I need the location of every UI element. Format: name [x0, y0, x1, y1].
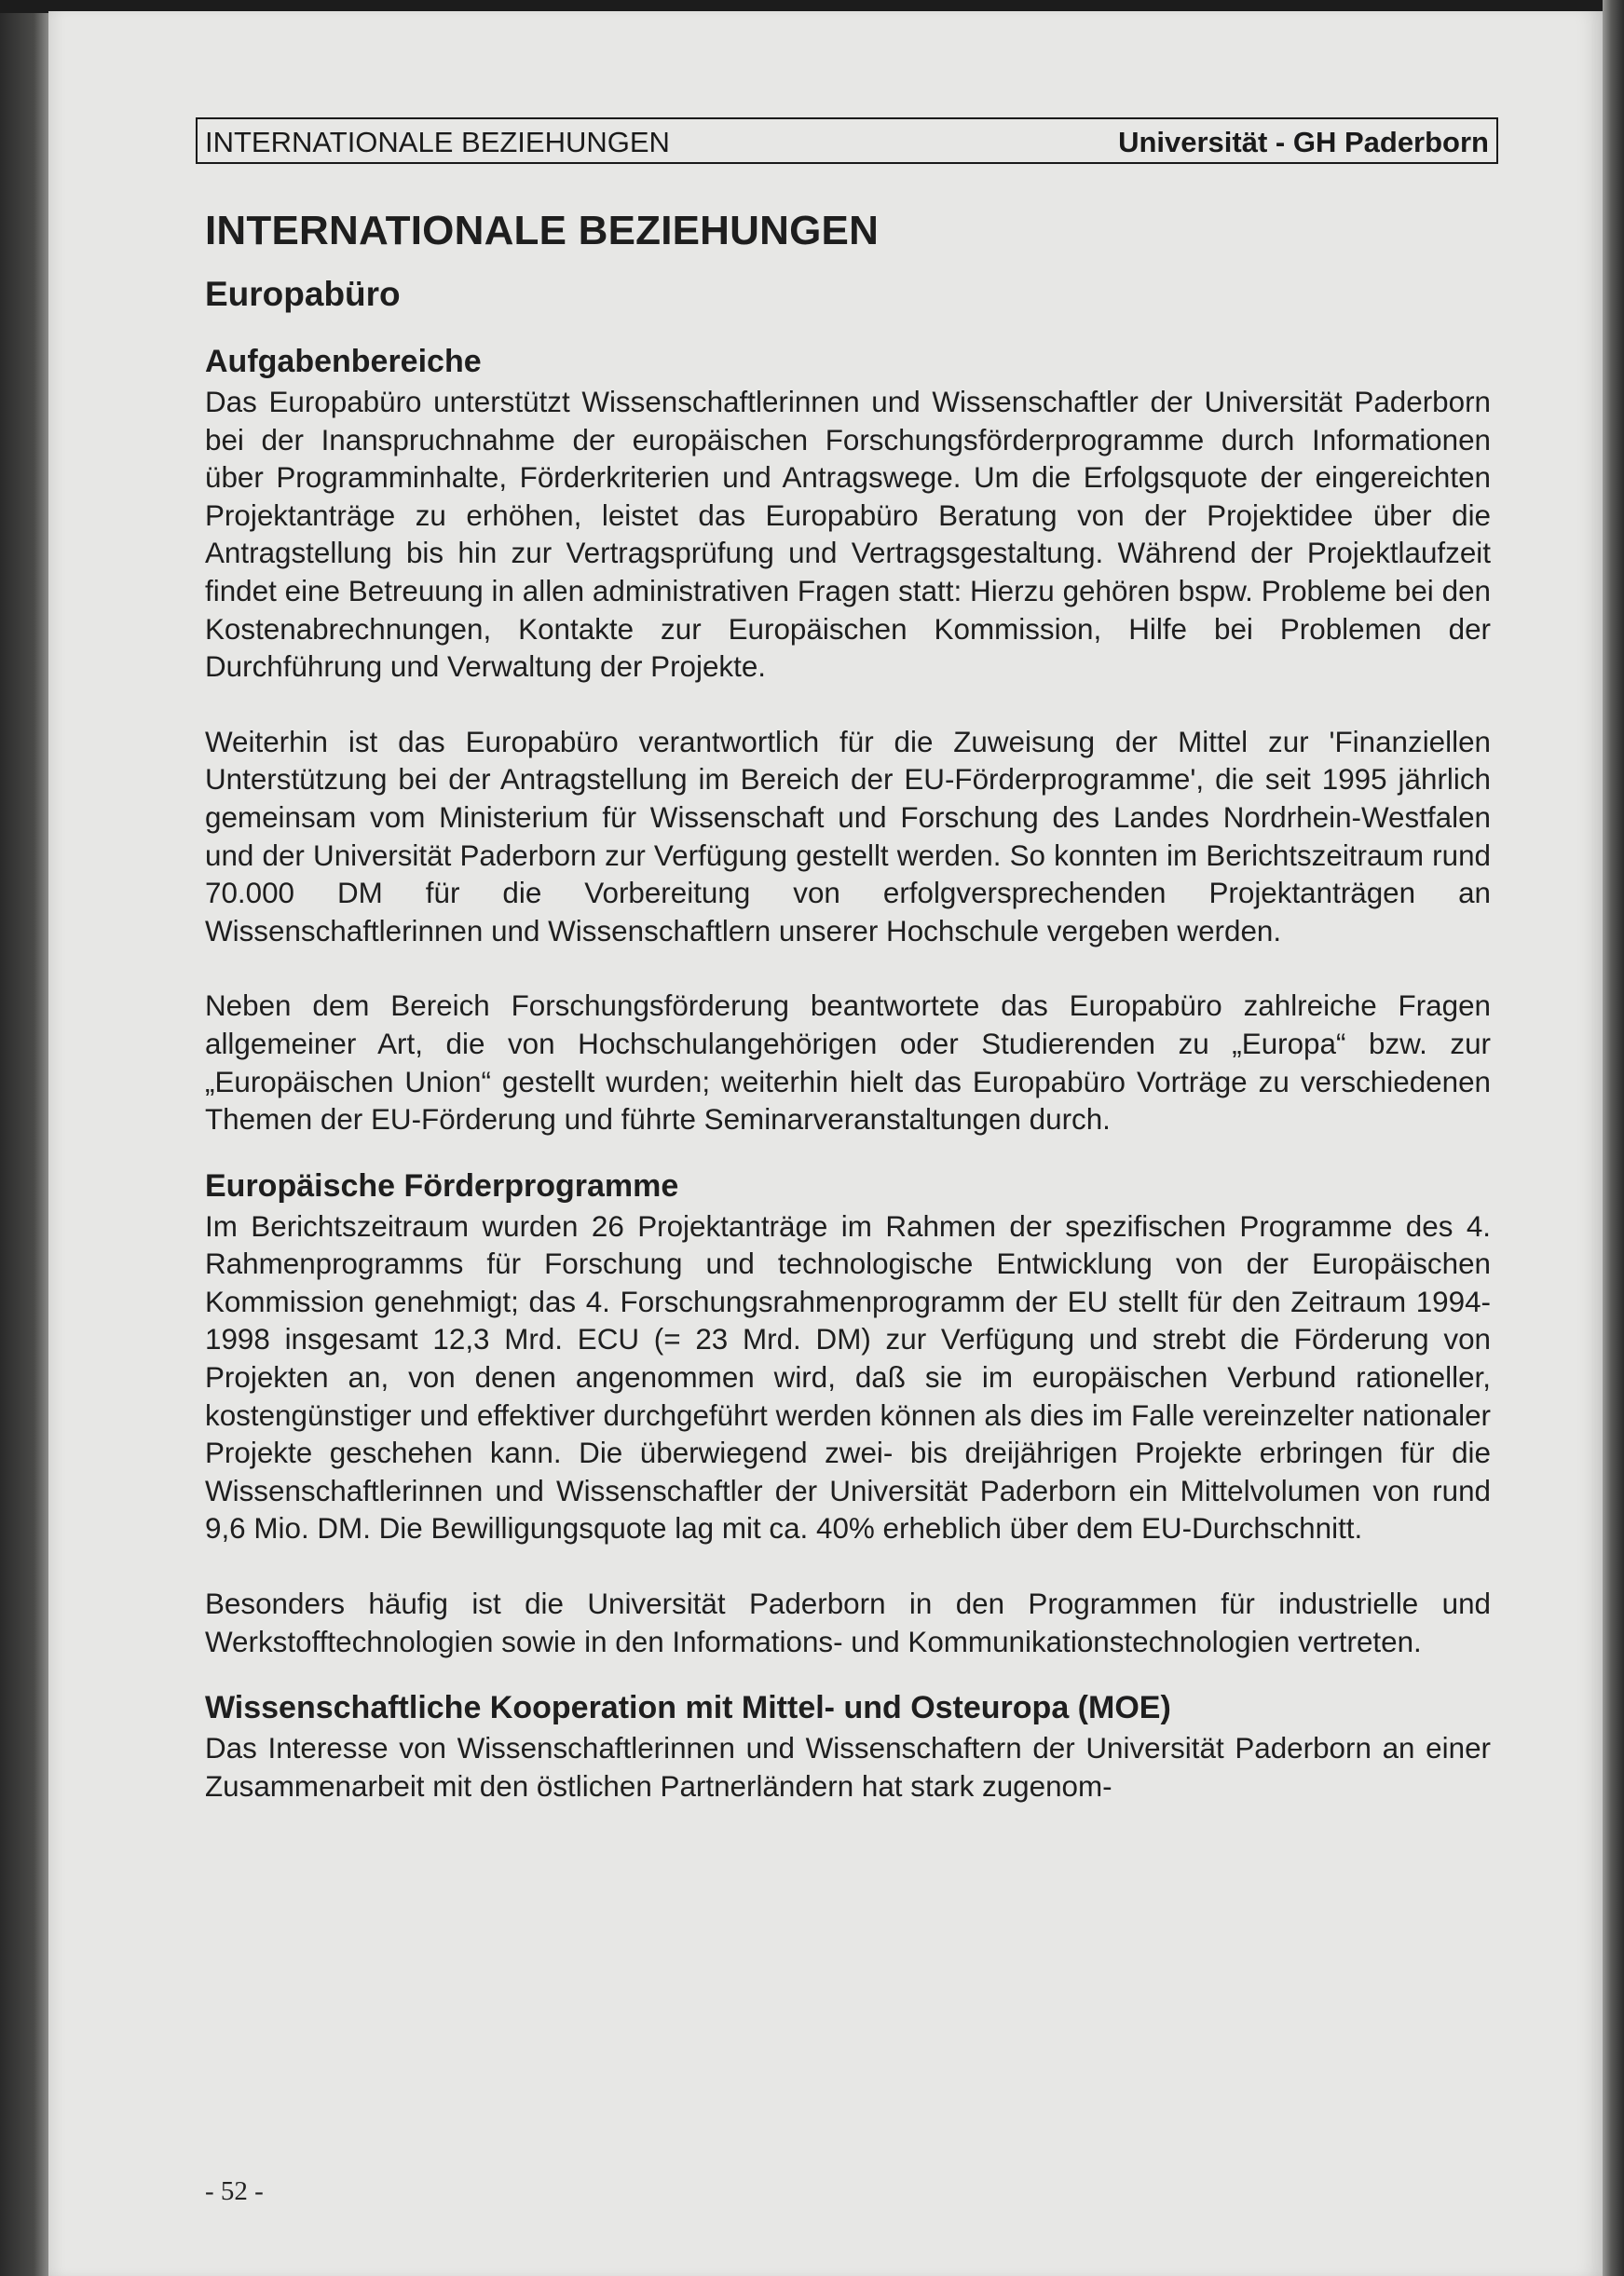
- page-content: [205, 207, 1491, 1806]
- running-header: [196, 117, 1498, 164]
- paragraph: Weiterhin ist das Europabüro verantwortlich für die Zuweisung der Mittel zur 'Finanziellen Unterstützung bei der Antragstellung im Bereich der EU-Förderprogramme', die seit 1995 jährlich gemeinsam vom Ministerium für Wissenschaft und Forschung des Landes Nordrhein-Westfalen und der Universität Paderborn zur Verfügung gestellt werden. So konnten im Berichtszeitraum rund 70.000 DM für die Vorbereitung von erfolgversprechenden Projektanträgen an Wissenschaftlerinnen und Wissenschaftlern unserer Hochschule vergeben werden.: [205, 725, 1491, 947]
- page-number: - 52 -: [205, 2176, 264, 2206]
- header-section-title: INTERNATIONALE BEZIEHUNGEN: [205, 126, 670, 158]
- section-heading-foerderprogramme: Europäische Förderprogramme: [205, 1167, 679, 1204]
- scan-left-edge: [0, 13, 48, 2276]
- section-heading-aufgabenbereiche: Aufgabenbereiche: [205, 344, 482, 379]
- paragraph: Das Europabüro unterstützt Wissenschaftlerinnen und Wissenschaftler der Universität Paderborn bei der Inanspruchnahme der europäischen Forschungsförderprogramme durch Informationen über Programminhalte, Förderkriterien und Antragswege. Um die Erfolgsquote der eingereichten Projektanträge zu erhöhen, leistet das Europabüro Beratung von der Projektidee über die Antragstellung bis hin zur Vertragsprüfung und Vertragsgestaltung. Während der Projektlaufzeit findet eine Betreuung in allen administrativen Fragen statt: Hierzu gehören bspw. Probleme bei den Kostenabrechnungen, Kontakte zur Europäischen Kommission, Hilfe bei Problemen der Durchführung und Verwaltung der Projekte.: [205, 386, 1491, 684]
- paragraph: Im Berichtszeitraum wurden 26 Projektanträge im Rahmen der spezifischen Programme des 4. Rahmenprogramms für Forschung und technologische Entwicklung von der Europäischen Kommission genehmigt; das 4. Forschungsrahmenprogramm der EU stellt für den Zeitraum 1994-1998 insgesamt 12,3 Mrd. ECU (= 23 Mrd. DM) zur Verfügung und strebt die Förderung von Projekten an, von denen angenommen wird, daß sie im europäischen Verbund rationeller, kostengünstiger und effektiver durchgeführt werden können als dies im Falle vereinzelter nationaler Projekte geschehen kann. Die überwiegend zwei- bis dreijährigen Projekte erbringen für die Wissenschaftlerinnen und Wissenschaftler der Universität Paderborn ein Mittelvolumen von rund 9,6 Mio. DM. Die Bewilligungsquote lag mit ca. 40% erheblich über dem EU-Durchschnitt.: [205, 1209, 1491, 1546]
- paragraph: Besonders häufig ist die Universität Paderborn in den Programmen für industrielle und Werkstofftechnologien sowie in den Informations- und Kommunikationstechnologien vertreten.: [205, 1588, 1491, 1658]
- section-heading-moe: Wissenschaftliche Kooperation mit Mittel- und Osteuropa (MOE): [205, 1690, 1171, 1726]
- paragraph: Das Interesse von Wissenschaftlerinnen und Wissenschaftern der Universität Paderborn an einer Zusammenarbeit mit den östlichen Partnerländern hat stark zugenom-: [205, 1732, 1491, 1803]
- scan-right-edge: [1603, 0, 1624, 2276]
- header-institution: Universität - GH Paderborn: [1118, 126, 1489, 158]
- page-subtitle: Europabüro: [205, 275, 401, 313]
- page-title: INTERNATIONALE BEZIEHUNGEN: [205, 208, 880, 253]
- paragraph: Neben dem Bereich Forschungsförderung beantwortete das Europabüro zahlreiche Fragen allgemeiner Art, die von Hochschulangehörigen oder Studierenden zu „Europa“ bzw. zur „Europäischen Union“ gestellt wurden; weiterhin hielt das Europabüro Vorträge zu verschiedenen Themen der EU-Förderung und führte Seminarveranstaltungen durch.: [205, 989, 1491, 1137]
